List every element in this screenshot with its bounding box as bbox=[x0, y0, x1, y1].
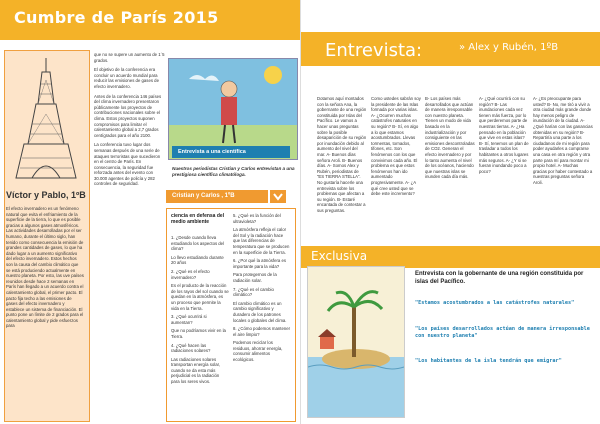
interview-sidebar bbox=[166, 50, 298, 420]
interview-line: Para protegernos de la radiación solar. bbox=[233, 272, 277, 283]
interview-column: B- Los países más desarrollados que actúan de manera irresponsable con nuestro planeta. Tienen un modo de vida basado en la industrialización y por consiguiente en las emisiones descontroladas de CO2. Generan el efecto invernadero y por lo tanto aumenta el nivel de los océanos, haciendo que nuestras islas se inunden cada día más. bbox=[425, 96, 475, 180]
exclusive-quote: "Los países desarrollados actúan de manera irresponsable con nuestro planeta" bbox=[415, 326, 590, 339]
eiffel-tower-drawing bbox=[6, 54, 86, 182]
interview-line: La atmósfera refleja el calor del Sol y la radiación hace que las diferencias de temperatura que se producen en la superficie de la Tierra. bbox=[233, 227, 290, 255]
interview-heading: ciencia en defensa del medio ambiente bbox=[171, 213, 225, 225]
interview-line: Es el producto de la reacción de los rayos del sol cuando se quedan en la atmósfera, es un proceso que permite la vida en la Tierra. bbox=[171, 283, 229, 311]
article-paragraph: La conferencia tuvo lugar dos semanas después de una serie de ataques terroristas que sucedieron en el centro de París. En consecuencia, la seguridad fue reforzada antes del evento con 30.000 agentes de policía y 282 controles de seguridad. bbox=[94, 142, 161, 187]
interview-line: Las radiaciones solares transportan energía solar, cuando se da esta más perjudicial es la radiación para los seres vivos. bbox=[171, 356, 220, 385]
interview-authors: » Alex y Rubén, 1ºB bbox=[459, 42, 559, 53]
article-column-two bbox=[94, 52, 166, 191]
interview-column: A- ¿Qué ocurrirá con su región? B- Las inundaciones cada vez tienen más fuerza, por lo que perderemos parte de nuestras tierras. A- ¿Ha pensado en la población que vive en estas islas? B- Sí, tenemos un plan de trasladar a todos los habitantes a otros lugares más seguros. A- ¿Y si se fueran inundando poco a poco? bbox=[479, 96, 529, 174]
author-name: Víctor y Pablo, 1ºB bbox=[6, 190, 86, 200]
interview-line: El cambio climático es un cambio significativo y duradero de los patrones locales o globales del clima. bbox=[233, 300, 287, 323]
exclusive-quote: "Estamos acostumbrados a las catástrofes naturales" bbox=[415, 300, 575, 306]
interview-box bbox=[166, 208, 296, 422]
interview-column-two bbox=[233, 213, 291, 366]
interview-line: 6. ¿Por qué la atmósfera es importante para la vida? bbox=[233, 258, 287, 269]
chevron-down-icon bbox=[270, 190, 286, 203]
page-title: Cumbre de París 2015 bbox=[14, 8, 219, 27]
interview-columns bbox=[317, 96, 595, 236]
interview-title: Entrevista: bbox=[325, 40, 423, 61]
drawing-label: Entrevista a una científica bbox=[172, 146, 290, 158]
interview-column: Dotamos aquí montados con la señora Ana, la gobernante de una región constituida por Islas del Pacífico. Le vamos a hacer unas preguntas sobre la posible desaparición de su región por inundación debido al aumento del nivel del mar. A- Buenos días señora Aroli. B- Buenos días. A- Somos Alex y Rubén, periodistas de “ES TIERRA STELLA”. No gustaría hacerle una entrevista sobre los problemas que afectan a su región. B- Estaré encantada de contestar a sus preguntas. bbox=[317, 96, 367, 213]
right-page bbox=[300, 0, 600, 424]
interview-line: 2. ¿Qué es el efecto invernadero? bbox=[171, 268, 210, 280]
section-label: Cristian y Carlos , 1ºB bbox=[166, 190, 268, 203]
header-bar bbox=[0, 0, 300, 40]
interview-line: 5. ¿Qué es la función del ultravioleta? bbox=[233, 213, 281, 224]
exclusive-headline: Entrevista con la gobernante de una región constituida por islas del Pacífico. bbox=[415, 271, 584, 285]
article-paragraph: Antes de la conferencia 146 países del clima invernadero presentaron públicamente los proyectos de contribuciones nacionales sobre el clima. Estos proyectos suponen compromisos para limitar el calentamiento global a 2,7 grados centígrados para el año 2100. bbox=[94, 93, 162, 138]
article-paragraph: El objetivo de la conferencia era concluir un acuerdo mundial para reducir las emisiones de gases de efecto invernadero. bbox=[94, 67, 159, 89]
interview-line: 8. ¿Cómo podemos mantener el aire limpio? bbox=[233, 326, 291, 337]
island-drawing bbox=[307, 266, 405, 418]
interview-line: 7. ¿Qué es el cambio climático? bbox=[233, 286, 274, 298]
interview-column-one bbox=[171, 235, 229, 388]
interview-line: Lo llevo estudiando durante 20 años bbox=[171, 254, 224, 266]
scientist-drawing bbox=[168, 58, 298, 160]
interview-line: 1. ¿Desde cuando lleva estudiando los aspectos del clima? bbox=[171, 235, 225, 252]
article-paragraph: que no se supere un aumento de 1´5 grados. bbox=[94, 52, 165, 63]
exclusive-title: Exclusiva bbox=[311, 249, 368, 263]
interview-column: Como ustedes sabrán soy la presidente de las Islas formada por varias islas. A- ¿Ocurren muchas catástrofes naturales en su región? B- Sí, en algo a lo que estamos acostumbrados. Llevas tormentas, tornados, tifones, etc. Son fenómenos con los que convivimos cada año. El problema es que estos fenómenos han ido aumentado progresivamente. A- ¿A qué cree usted que se debe este incremento? bbox=[371, 96, 421, 197]
interview-line: Que no podríamos vivir en la Tierra. bbox=[171, 328, 226, 339]
interview-line: 4. ¿Qué hacen las radiaciones solares? bbox=[171, 342, 211, 354]
interview-line: 3. ¿Qué ocurrirá si aumentan? bbox=[171, 314, 207, 325]
exclusive-quote: "Los habitantes de la isla tendrán que emigrar" bbox=[415, 358, 562, 364]
drawing-caption: Nuestros periodistas Cristian y Carlos entrevistan a una prestigiosa científica climatóloga. bbox=[172, 166, 295, 177]
interview-column: A- ¿Es preocupante para usted? B- No, me tiró a vivir a otra ciudad más grande donde hay menos peligro de inundación de la ciudad. A- ¿Qué harían con las ganancias obtenidas en su región? B- Repartiría una parte a los ciudadanos de mi región para poder ayudarles a comprarse una casa en otra región y otra parte para mí para montar mi propio hotel. A- Muchas gracias por haber contestado a nuestras preguntas señora Aroli. bbox=[533, 96, 593, 185]
article-column-one: El efecto invernadero es un fenómeno natural que evita el enfriamiento de la superficie de la tierra, lo que es posible gracias a algunos gases atmosféricos. Las actividades desarrolladas por el ser humano, durante el último siglo, han tenido como consecuencia la emisión de grandes cantidades de gases, lo que ha dado lugar a un aumento significativo del efecto invernadero. Estos hechos son la causa del cambio climático que se está produciendo actualmente en nuestro planeta. Por esto, las uve países reunidos desde hace 2 semanas en París han llegado a un acuerdo contra el calentamiento global, el primer pacto. El pacto fija techo a las emisiones de gases del efecto invernadero y establece un sistema de financiación. El punto pone un límite de 2 grados para el calentamiento global y pide esfuerzos para bbox=[6, 206, 84, 329]
interview-line: Podemos reciclar los residuos, ahorrar energía, consumir alimentos ecológicos. bbox=[233, 340, 283, 363]
